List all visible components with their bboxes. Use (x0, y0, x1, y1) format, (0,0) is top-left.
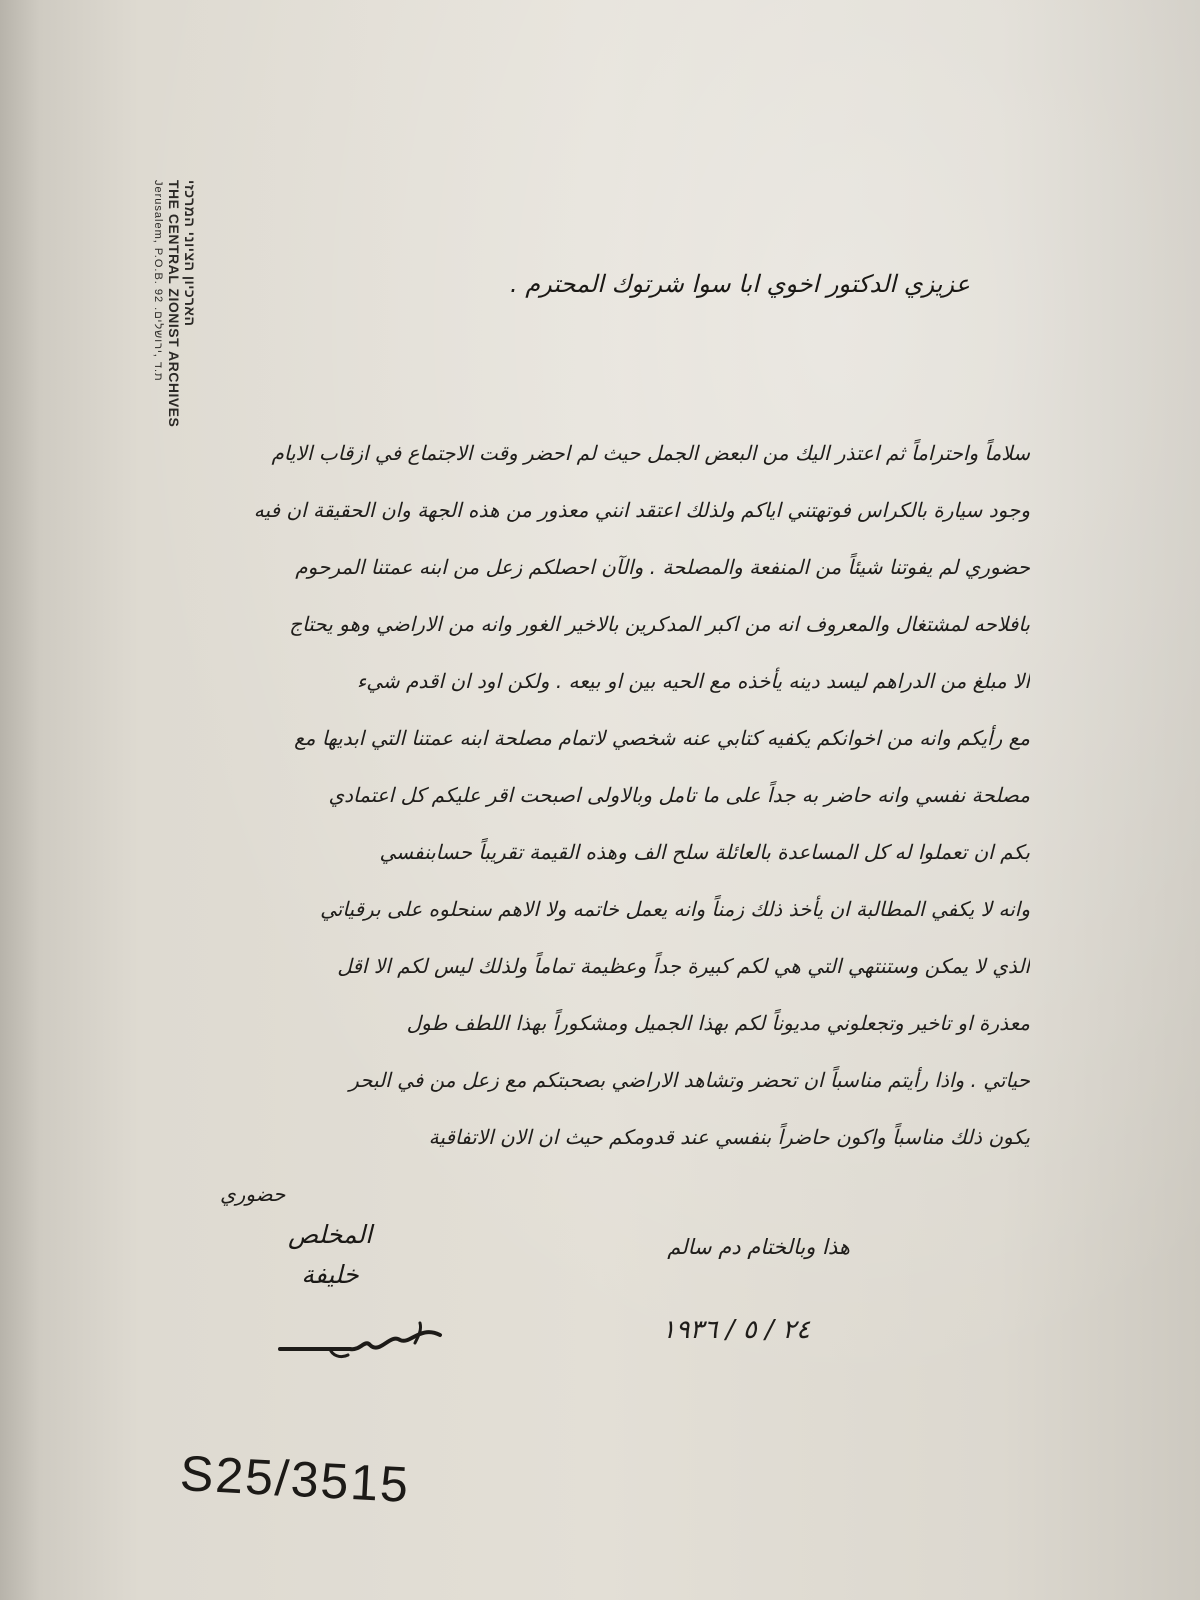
letter-line: حضوري (220, 1182, 286, 1206)
signature-name: خليفة (301, 1260, 359, 1289)
letter-date: ٢٤ / ٥ / ١٩٣٦ (661, 1315, 810, 1345)
letter-line: الذي لا يمكن وستنتهي التي هي لكم كبيرة جداً وعظيمة تماماً ولذلك ليس لكم الا اقل (337, 954, 1030, 978)
letter-line: مع رأيكم وانه من اخوانكم يكفيه كتابي عنه شخصي لاتمام مصلحة ابنه عمتنا التي ابديها مع (294, 726, 1030, 750)
letter-closing: هذا وبالختام دم سالم (667, 1235, 850, 1259)
letter-line: يكون ذلك مناسباً واكون حاضراً بنفسي عند قدومكم حيث ان الان الاتفاقية (428, 1125, 1030, 1149)
letter-salutation: عزيزي الدكتور اخوي ابا سوا شرتوك المحترم . (510, 270, 970, 298)
letter-line: الا مبلغ من الدراهم ليسد دينه يأخذه مع الحيه بين او بيعه . ولكن اود ان اقدم شيء (356, 669, 1030, 693)
letter-line: وانه لا يكفي المطالبة ان يأخذ ذلك زمناً وانه يعمل خاتمه ولا الاهم سنحلوه على برقياتي (320, 897, 1030, 921)
letter-line: وجود سيارة بالكراس فوتهتني اياكم ولذلك اعتقد انني معذور من هذه الجهة وان الحقيقة ان فيه (253, 498, 1030, 522)
letter-line: مصلحة نفسي وانه حاضر به جداً على ما تامل وبالاولى اصبحت اقر عليكم كل اعتمادي (328, 783, 1030, 807)
stamp-hebrew: הארכיון הציוני המרכזי (182, 180, 198, 327)
signature-block (230, 1215, 430, 1295)
archive-reference: S25/3515 (178, 1445, 412, 1513)
letter-line: حياتي . واذا رأيتم مناسباً ان تحضر وتشاهد الاراضي بصحبتكم مع زعل من في البحر (349, 1068, 1030, 1092)
letter-body (220, 425, 1030, 1223)
signature-scrawl-icon (270, 1315, 450, 1375)
signature-title: المخلص (287, 1220, 373, 1249)
letter-line: سلاماً واحتراماً ثم اعتذر اليك من البعض الجمل حيث لم احضر وقت الاجتماع في ازقاب الايام (271, 441, 1030, 465)
letter-line: بافلاحه لمشتغال والمعروف انه من اكبر المدكرين بالاخير الغور وانه من الاراضي وهو يحتاج (289, 612, 1030, 636)
stamp-address: Jerusalem, P.O.B. 92 .ת.ד ,ירושלים (152, 180, 164, 382)
letter-line: حضوري لم يفوتنا شيئاً من المنفعة والمصلحة . والآن احصلكم زعل من ابنه عمتنا المرحوم (295, 555, 1030, 579)
letter-line: بكم ان تعملوا له كل المساعدة بالعائلة سلح الف وهذه القيمة تقريباً حسابنفسي (379, 840, 1030, 864)
bleed-through-text (520, 0, 1020, 70)
letter-line: معذرة او تاخير وتجعلوني مديوناً لكم بهذا الجميل ومشكوراً بهذا اللطف طول (406, 1011, 1030, 1035)
stamp-english: THE CENTRAL ZIONIST ARCHIVES (166, 180, 182, 428)
